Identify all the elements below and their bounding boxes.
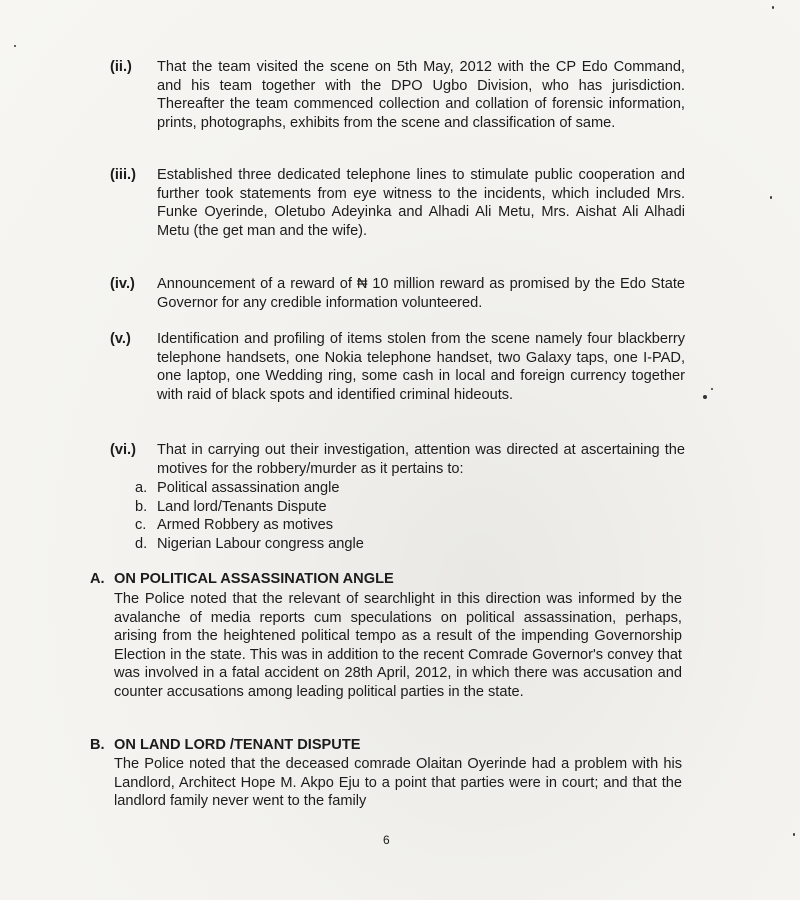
item-number: (vi.) [110,442,136,458]
sub-item-text: Political assassination angle [157,480,340,496]
scan-speck [703,395,707,399]
scan-speck [770,196,772,199]
item-text: Established three dedicated telephone lines to stimulate public cooperation and further took statements from eye witness to the incidents, which included Mrs. Funke Oyerinde, Oletubo Adeyinka and Alhadi Ali Metu, Mrs. Aishat Ali Alhadi Metu (the get man and the wife). [157,167,685,239]
sub-list-item [135,498,327,517]
section-letter: B. [90,737,105,753]
list-item [110,58,685,132]
list-item [110,330,685,404]
scan-speck [711,388,713,390]
item-number: (v.) [110,331,131,347]
sub-item-letter: a. [135,480,148,496]
sub-list-item [135,516,333,535]
sub-item-text: Armed Robbery as motives [157,517,334,533]
item-text: Announcement of a reward of ₦ 10 million reward as promised by the Edo State Governor for any credible information volunteered. [157,276,685,311]
section-heading [90,737,360,753]
sub-item-letter: b. [135,499,148,515]
list-item [110,166,685,240]
section-paragraph: The Police noted that the deceased comrade Olaitan Oyerinde had a problem with his Landlord, Architect Hope M. Akpo Eju to a point that parties were in court; and that the landlord family never went to the family [114,756,682,810]
section-paragraph: The Police noted that the relevant of searchlight in this direction was informed by the avalanche of media reports cum speculations on political assassination, perhaps, arising from the heightened political tempo as a result of the impending Governorship Election in the state. This was in addition to the recent Comrade Governor's convey that was involved in a fatal accident on 28th April, 2012, in which there was accusation and counter accusations among leading political parties in the state. [114,591,682,700]
sub-item-text: Land lord/Tenants Dispute [157,499,327,515]
list-item [110,275,685,312]
section-letter: A. [90,571,105,587]
sub-list-item [135,535,364,554]
scan-speck [772,6,774,9]
item-text: Identification and profiling of items stolen from the scene namely four blackberry telephone handsets, one Nokia telephone handset, two Galaxy taps, one I-PAD, one laptop, one Wedding ring, some cash in local and foreign currency together with raid of black spots and identified criminal hideouts. [157,331,685,403]
item-number: (iv.) [110,276,135,292]
section-title: ON POLITICAL ASSASSINATION ANGLE [114,571,394,587]
sub-item-letter: d. [135,536,148,552]
sub-item-text: Nigerian Labour congress angle [157,536,364,552]
sub-item-letter: c. [135,517,147,533]
item-number: (iii.) [110,167,136,183]
list-item [110,441,685,478]
section-title: ON LAND LORD /TENANT DISPUTE [114,737,361,753]
sub-list-item [135,479,340,498]
item-number: (ii.) [110,59,132,75]
item-text: That in carrying out their investigation, attention was directed at ascertaining the motives for the robbery/murder as it pertains to: [157,442,685,477]
section-heading [90,571,394,587]
scan-speck [14,45,16,47]
page-number: 6 [383,833,390,847]
scan-speck [793,833,795,836]
item-text: That the team visited the scene on 5th May, 2012 with the CP Edo Command, and his team together with the DPO Ugbo Division, who has jurisdiction. Thereafter the team commenced collection and collation of forensic information, prints, photographs, exhibits from the scene and classification of same. [157,59,685,131]
